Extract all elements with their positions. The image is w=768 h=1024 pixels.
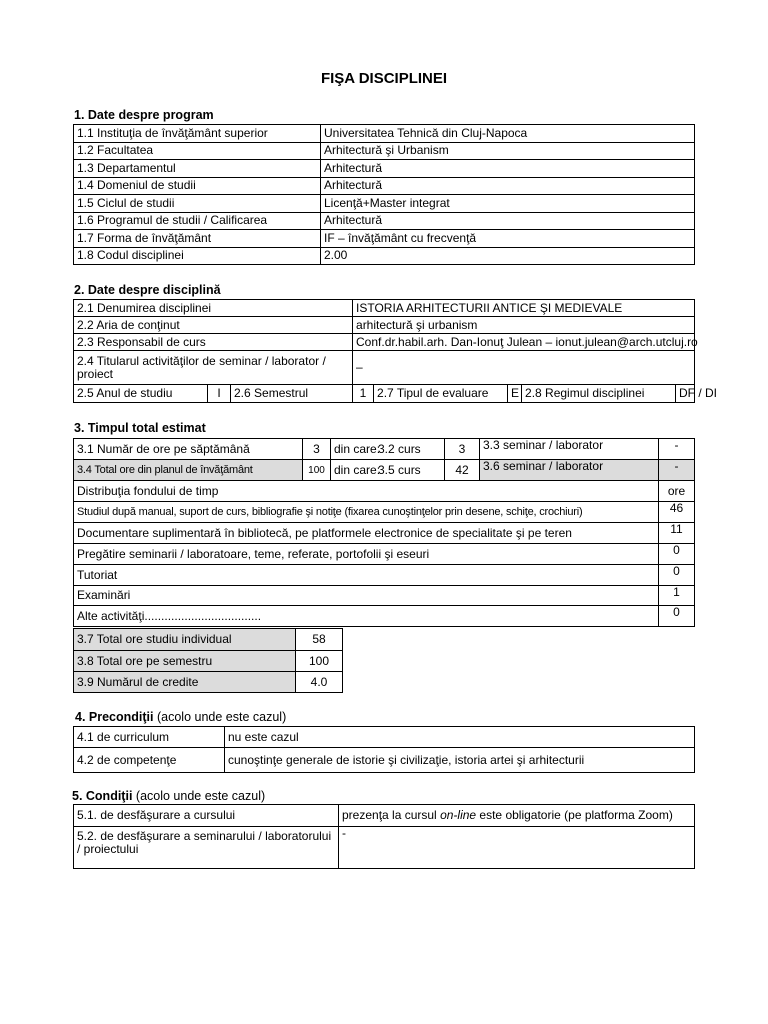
total-seminar-hours-value: - <box>659 460 695 481</box>
table-row <box>74 212 695 230</box>
table-row <box>74 125 695 143</box>
row-label: 1.7 Forma de învăţământ <box>74 230 321 248</box>
semester-value: 1 <box>353 385 374 403</box>
online-text: on-line <box>440 808 477 822</box>
preconditions-table <box>73 726 695 773</box>
table-row <box>74 195 695 213</box>
hours-per-week-value: 3 <box>303 439 331 460</box>
table-row <box>74 351 695 385</box>
discipline-regime-value: DF / DI <box>676 385 695 403</box>
activity-label: Documentare suplimentară în bibliotecă, pe platformele electronice de specialitate şi pe teren <box>74 523 659 544</box>
row-label: 1.8 Codul disciplinei <box>74 247 321 265</box>
study-year-label: 2.5 Anul de studiu <box>74 385 208 403</box>
total-course-hours-value: 42 <box>445 460 480 481</box>
row-value: IF – învăţământ cu frecvenţă <box>321 230 695 248</box>
section-5-title: 5. Condiţii <box>72 789 133 803</box>
section-4-note: (acolo unde este cazul) <box>156 710 287 724</box>
table-row <box>74 439 695 460</box>
time-totals-table <box>73 628 343 693</box>
curriculum-value: nu este cazul <box>225 727 695 748</box>
table-row <box>74 502 695 523</box>
total-course-hours-label <box>331 460 445 481</box>
table-row <box>74 523 695 544</box>
activity-label: Pregătire seminarii / laboratoare, teme, referate, portofolii şi eseuri <box>74 544 659 565</box>
competences-label: 4.2 de competenţe <box>74 748 225 773</box>
din-care-text: din care: <box>334 441 381 456</box>
table-row <box>74 672 343 693</box>
table-row <box>74 748 695 773</box>
activity-hours: 0 <box>659 544 695 565</box>
table-row <box>74 586 695 606</box>
row-label: 1.6 Programul de studii / Calificarea <box>74 212 321 230</box>
activity-hours: 1 <box>659 586 695 606</box>
table-row <box>74 334 695 351</box>
discipline-name-value: ISTORIA ARHITECTURII ANTICE ŞI MEDIEVALE <box>353 300 695 317</box>
total-seminar-hours-label: 3.6 seminar / laborator <box>480 460 659 481</box>
section-4-title: 4. Precondiţii <box>75 710 154 724</box>
course-conditions-value <box>339 805 695 827</box>
table-row <box>74 300 695 317</box>
row-value: Arhitectură şi Urbanism <box>321 142 695 160</box>
activity-hours: 0 <box>659 606 695 627</box>
course-responsible-value: Conf.dr.habil.arh. Dan-Ionuţ Julean – ionut.julean@arch.utcluj.ro <box>353 334 695 351</box>
content-area-value: arhitectură şi urbanism <box>353 317 695 334</box>
table-row <box>74 160 695 178</box>
course-hours-text: 3.2 curs <box>378 441 421 456</box>
table-row <box>74 317 695 334</box>
discipline-table <box>73 299 718 403</box>
row-value: Arhitectură <box>321 160 695 178</box>
section-1-heading: 1. Date despre program <box>74 108 214 122</box>
table-row <box>74 177 695 195</box>
semester-label: 2.6 Semestrul <box>231 385 353 403</box>
section-2-heading: 2. Date despre disciplină <box>74 283 221 297</box>
activity-label: Studiul după manual, suport de curs, bibliografie şi notiţe (fixarea cunoştinţelor prin desene, schiţe, crochiuri) <box>74 502 659 523</box>
table-row <box>74 805 695 827</box>
time-estimate-table <box>73 438 695 627</box>
table-row <box>74 142 695 160</box>
row-value: Arhitectură <box>321 177 695 195</box>
row-label: 1.3 Departamentul <box>74 160 321 178</box>
credits-label: 3.9 Numărul de credite <box>74 672 296 693</box>
row-label: 1.1 Instituţia de învăţământ superior <box>74 125 321 143</box>
curriculum-label: 4.1 de curriculum <box>74 727 225 748</box>
course-hours-label <box>331 439 445 460</box>
row-label: 1.4 Domeniul de studii <box>74 177 321 195</box>
course-conditions-text-end: este obligatorie (pe platforma Zoom) <box>476 808 673 822</box>
row-value: 2.00 <box>321 247 695 265</box>
activity-hours: 0 <box>659 565 695 586</box>
seminar-hours-label: 3.3 seminar / laborator <box>480 439 659 460</box>
individual-study-hours-label: 3.7 Total ore studiu individual <box>74 629 296 651</box>
table-row <box>74 460 695 481</box>
section-5-heading <box>72 789 265 803</box>
study-year-value: I <box>208 385 231 403</box>
table-row <box>74 606 695 627</box>
activity-hours: 11 <box>659 523 695 544</box>
evaluation-type-value: E <box>508 385 522 403</box>
row-label: 1.2 Facultatea <box>74 142 321 160</box>
table-row <box>74 727 695 748</box>
activity-label: Examinări <box>74 586 659 606</box>
table-row <box>74 544 695 565</box>
activity-label: Tutoriat <box>74 565 659 586</box>
discipline-regime-label: 2.8 Regimul disciplinei <box>522 385 676 403</box>
table-row <box>74 651 343 672</box>
row-value: Universitatea Tehnică din Cluj-Napoca <box>321 125 695 143</box>
time-distribution-label: Distribuţia fondului de timp <box>74 481 659 502</box>
table-row <box>74 481 695 502</box>
table-row <box>74 230 695 248</box>
seminar-conditions-label: 5.2. de desfăşurare a seminarului / laboratorului / proiectului <box>74 827 339 869</box>
table-row <box>74 385 695 403</box>
din-care-text: din care: <box>334 462 381 477</box>
program-table <box>73 124 695 265</box>
course-conditions-label: 5.1. de desfăşurare a cursului <box>74 805 339 827</box>
competences-value: cunoştinţe generale de istorie şi civilizaţie, istoria artei şi arhitecturii <box>225 748 695 773</box>
time-distribution-unit: ore <box>659 481 695 502</box>
semester-hours-label: 3.8 Total ore pe semestru <box>74 651 296 672</box>
hours-per-week-label: 3.1 Număr de ore pe săptămână <box>74 439 303 460</box>
row-label: 1.5 Ciclul de studii <box>74 195 321 213</box>
individual-study-hours-value: 58 <box>296 629 343 651</box>
activity-hours: 46 <box>659 502 695 523</box>
total-plan-hours-value: 100 <box>303 460 331 481</box>
course-conditions-text: prezenţa la cursul <box>342 808 441 822</box>
document-title: FIŞA DISCIPLINEI <box>320 70 448 87</box>
section-5-note: (acolo unde este cazul) <box>135 789 266 803</box>
table-row <box>74 565 695 586</box>
seminar-holder-value: – <box>353 351 695 385</box>
course-responsible-label: 2.3 Responsabil de curs <box>74 334 353 351</box>
table-row <box>74 629 343 651</box>
seminar-hours-value: - <box>659 439 695 460</box>
evaluation-type-label: 2.7 Tipul de evaluare <box>374 385 508 403</box>
total-course-hours-text: 3.5 curs <box>378 462 421 477</box>
credits-value: 4.0 <box>296 672 343 693</box>
activity-label: Alte activităţi................................... <box>74 606 659 627</box>
semester-hours-value: 100 <box>296 651 343 672</box>
row-value: Licenţă+Master integrat <box>321 195 695 213</box>
discipline-name-label: 2.1 Denumirea disciplinei <box>74 300 353 317</box>
table-row <box>74 247 695 265</box>
total-plan-hours-label: 3.4 Total ore din planul de învăţământ <box>74 460 303 481</box>
content-area-label: 2.2 Aria de conţinut <box>74 317 353 334</box>
seminar-holder-label: 2.4 Titularul activităţilor de seminar / laborator / proiect <box>74 351 353 385</box>
conditions-table <box>73 804 695 869</box>
seminar-conditions-value: - <box>339 827 695 869</box>
table-row <box>74 827 695 869</box>
course-hours-value: 3 <box>445 439 480 460</box>
section-4-heading <box>75 710 286 724</box>
section-3-heading: 3. Timpul total estimat <box>74 421 206 435</box>
row-value: Arhitectură <box>321 212 695 230</box>
